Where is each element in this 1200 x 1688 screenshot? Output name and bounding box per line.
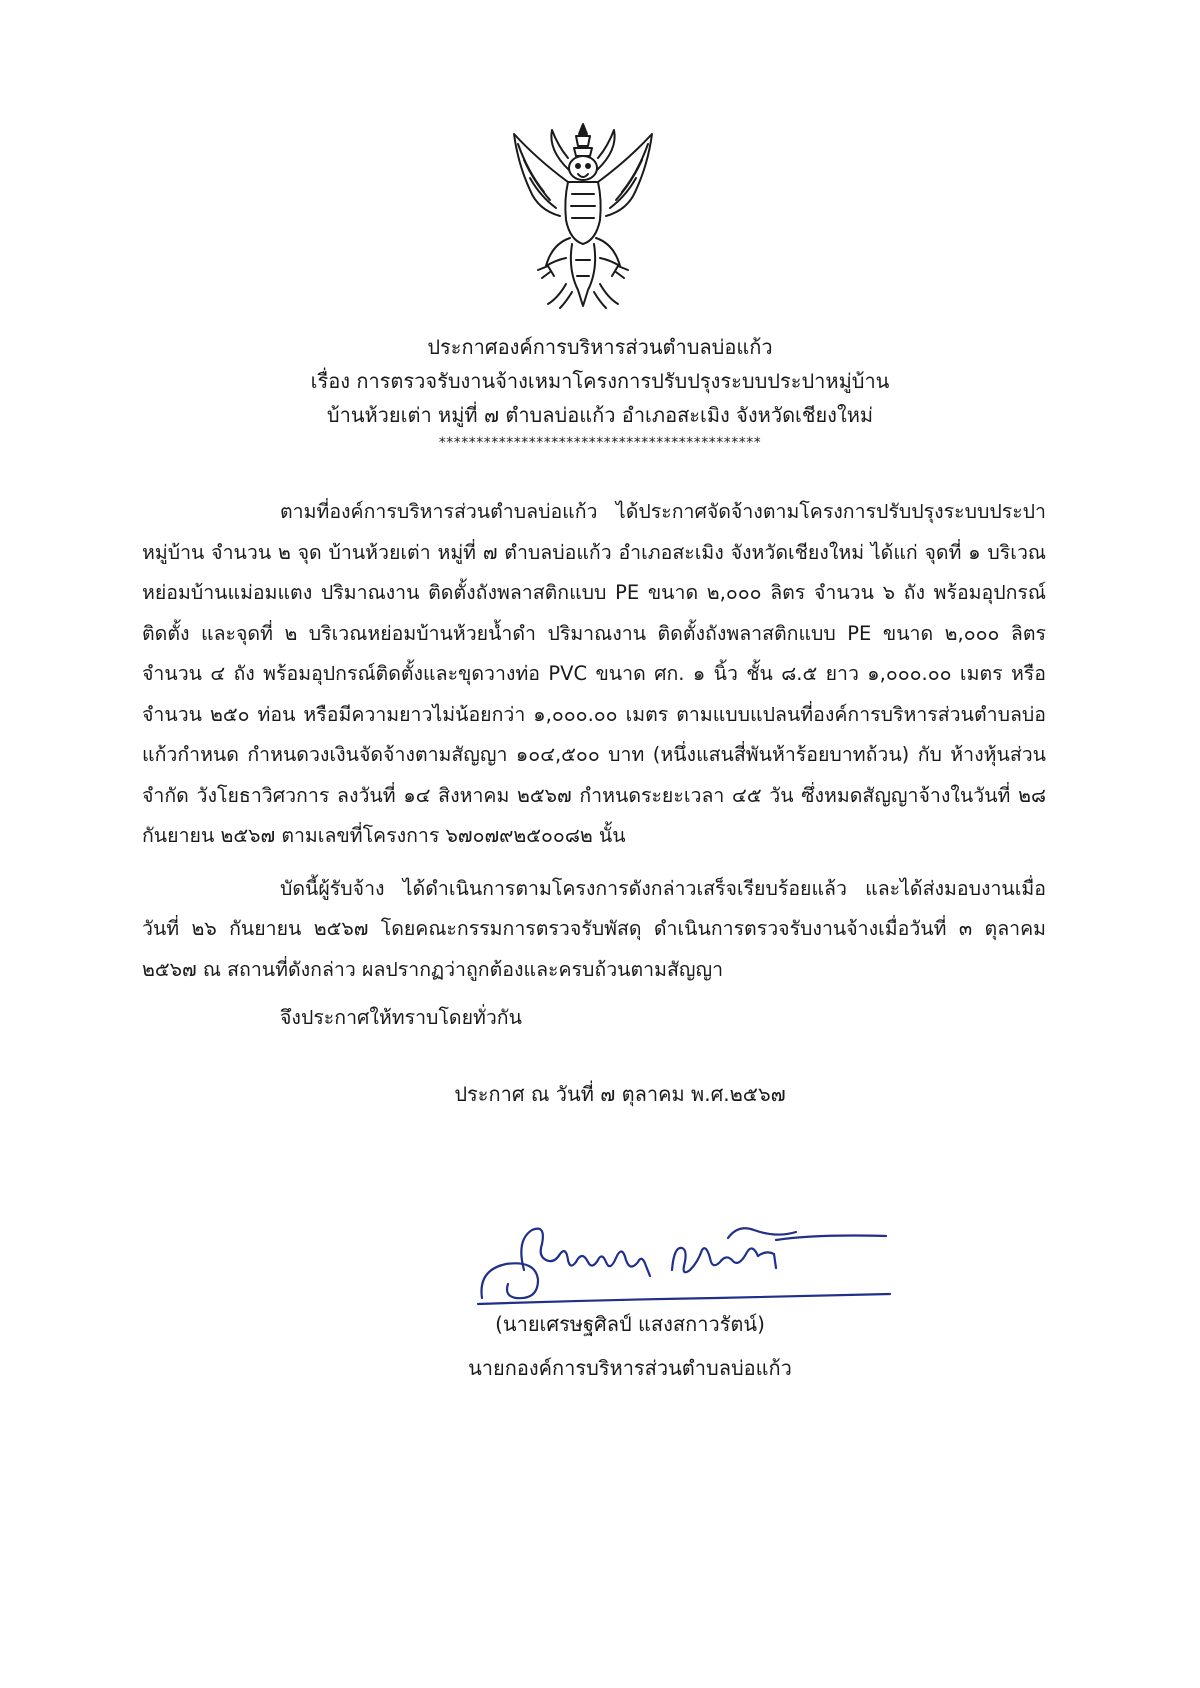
header-subject: เรื่อง การตรวจรับงานจ้างเหมาโครงการปรับปรุงระบบประปาหมู่บ้าน	[310, 369, 890, 393]
garuda-emblem	[508, 120, 658, 310]
announcement-header	[0, 330, 1200, 454]
paragraph-closing: จึงประกาศให้ทราบโดยทั่วกัน	[280, 1006, 522, 1029]
paragraph-inspection-result: บัดนี้ผู้รับจ้าง ได้ดำเนินการตามโครงการดังกล่าวเสร็จเรียบร้อยแล้ว และได้ส่งมอบงานเมื่อวันที่ ๒๖ กันยายน ๒๕๖๗ โดยคณะกรรมการตรวจรับพัสดุ ดำเนินการตรวจรับงานจ้างเมื่อวันที่ ๓ ตุลาคม ๒๕๖๗ ณ สถานที่ดังกล่าว ผลปรากฏว่าถูกต้องและครบถ้วนตามสัญญา	[142, 876, 1046, 981]
header-divider: *******************************************	[438, 435, 762, 451]
announcement-body	[142, 492, 1046, 1039]
signatory-title: นายกองค์การบริหารส่วนตำบลบ่อแก้ว	[468, 1356, 792, 1380]
header-title: ประกาศองค์การบริหารส่วนตำบลบ่อแก้ว	[427, 335, 773, 359]
announcement-date: ประกาศ ณ วันที่ ๗ ตุลาคม พ.ศ.๒๕๖๗	[454, 1082, 786, 1106]
signatory-name: (นายเศรษฐศิลป์ แสงสกาวรัตน์)	[495, 1312, 765, 1336]
paragraph-contract-details: ตามที่องค์การบริหารส่วนตำบลบ่อแก้ว ได้ประกาศจัดจ้างตามโครงการปรับปรุงระบบประปาหมู่บ้าน จำนวน ๒ จุด บ้านห้วยเต่า หมู่ที่ ๗ ตำบลบ่อแก้ว อำเภอสะเมิง จังหวัดเชียงใหม่ ได้แก่ จุดที่ ๑ บริเวณหย่อมบ้านแม่อมแตง ปริมาณงาน ติดตั้งถังพลาสติกแบบ PE ขนาด ๒,๐๐๐ ลิตร จำนวน ๖ ถัง พร้อมอุปกรณ์ติดตั้ง และจุดที่ ๒ บริเวณหย่อมบ้านห้วยน้ำดำ ปริมาณงาน ติดตั้งถังพลาสติกแบบ PE ขนาด ๒,๐๐๐ ลิตร จำนวน ๔ ถัง พร้อมอุปกรณ์ติดตั้งและขุดวางท่อ PVC ขนาด ศก. ๑ นิ้ว ชั้น ๘.๕ ยาว ๑,๐๐๐.๐๐ เมตร หรือจำนวน ๒๕๐ ท่อน หรือมีความยาวไม่น้อยกว่า ๑,๐๐๐.๐๐ เมตร ตามแบบแปลนที่องค์การบริหารส่วนตำบลบ่อแก้วกำหนด กำหนดวงเงินจัดจ้างตามสัญญา ๑๐๔,๕๐๐ บาท (หนึ่งแสนสี่พันห้าร้อยบาทถ้วน) กับ ห้างหุ้นส่วนจำกัด วังโยธาวิศวการ ลงวันที่ ๑๔ สิงหาคม ๒๕๖๗ กำหนดระยะเวลา ๔๕ วัน ซึ่งหมดสัญญาจ้างในวันที่ ๒๘ กันยายน ๒๕๖๗ ตามเลขที่โครงการ ๖๗๐๗๙๒๕๐๐๘๒ นั้น	[142, 500, 1046, 847]
handwritten-signature	[476, 1210, 896, 1310]
header-location: บ้านห้วยเต่า หมู่ที่ ๗ ตำบลบ่อแก้ว อำเภอสะเมิง จังหวัดเชียงใหม่	[326, 403, 874, 427]
